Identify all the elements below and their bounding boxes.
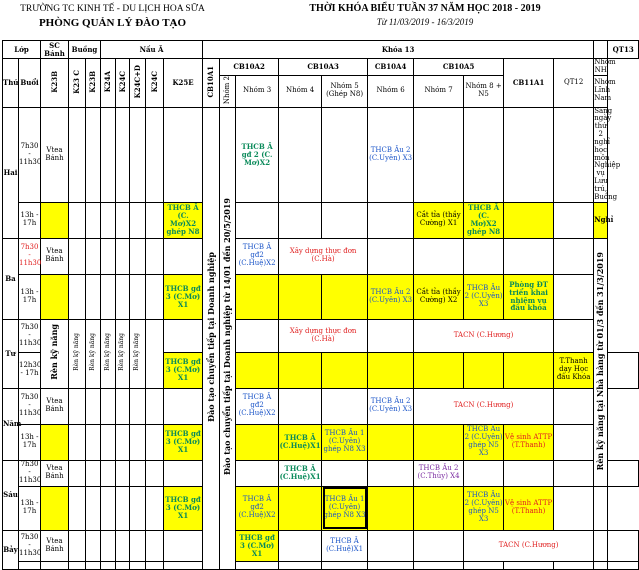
cell: Vệ sinh ATTP (T.Thanh) [504,486,554,530]
cell: THCB Â gđ2 (C.Huệ)X2 [236,486,279,530]
day-sau: Sáu [3,460,19,530]
cell: Cắt tỉa (thầy Cường) X2 [414,274,464,319]
selected-cell[interactable]: THCB Âu 1 (C.Uyên) ghép N8 X3 [322,486,368,530]
class-cb11a1: CB11A1 [504,59,554,108]
department-name: PHÒNG QUẢN LÝ ĐÀO TẠO [38,17,187,29]
col-buong: Buồng [69,41,101,59]
header [0,0,631,40]
session-pm: 13h - 17h [19,486,41,530]
cell: Xây dựng thực đơn (C.Hà) [279,319,368,352]
group-8: Nhóm 8 + N5 [464,75,504,107]
class-k24cd: K24C+D [130,59,146,108]
qt13-note: Rèn kỹ năng tại Nhà hàng từ 01/3 đến 31/3/2019 [594,238,608,486]
cell: THCB Âu 2 (C.Uyên) X3 [368,107,414,202]
cell: THCB Âu 2 (C.Uyên) X3 [464,274,504,319]
class-cb10a4: CB10A4 [368,59,414,76]
session-am: 7h30 - 11h30 [19,388,41,424]
group-3: Nhóm 3 [236,75,279,107]
col-lop: Lớp [3,41,41,59]
day-ba: Ba [3,238,19,319]
ren-k24c2: Rèn kỹ năng [130,319,146,388]
class-k23b: K23B [41,59,69,108]
cell: THCB Â (C. Mơ)X2 ghép N8 [164,202,203,238]
session-pm: 13h - 17h [19,202,41,238]
cell: T.Thanh dạy Học đầu Khóa [554,352,594,388]
cell: Phòng ĐT triển khai nhiệm vụ đầu khóa [504,274,554,319]
cell: THCB gđ 3 (C.Mơ) X1 [164,274,203,319]
ren-k24c: Rèn kỹ năng [101,319,116,388]
class-cb10a2: CB10A2 [220,59,279,76]
day-tu: Tư [3,319,19,388]
class-k24c-2: K24C [146,59,164,108]
col-qt13: QT13 [608,41,639,59]
session-am: 7h30 - 11h30 [19,238,41,274]
class-cb10a1: CB10A1 [203,59,220,108]
cell: THCB Âu 2 (C.Uyên) ghép N5 X3 [464,486,504,530]
group-6: Nhóm 6 [368,75,414,107]
cell: TACN (C.Hương) [464,530,594,561]
cell: Nghỉ [594,202,608,238]
cell: Vtea Bánh [41,460,69,486]
session-am: 7h30 - 11h30 [19,107,41,202]
group-5: Nhóm 5 (Ghép N8) [322,75,368,107]
day-bay: Bảy [3,530,19,569]
cell: THCB Âu 2 (C.Uyên) ghép N5 X3 [464,424,504,460]
cell: Cắt tỉa (thầy Cường) X1 [414,202,464,238]
cell: THCB Â gđ2 (C.Huệ)X2 [236,238,279,274]
cell: Vtea Bánh [41,238,69,274]
cell: THCB Â (C.Huệ)X1 [279,424,322,460]
schedule-title: THỜI KHÓA BIỂU TUẦN 37 NĂM HỌC 2018 - 2019 [309,3,541,14]
class-k24a: K24A [101,59,116,108]
group-7: Nhóm 7 [414,75,464,107]
session-pm: 13h - 17h [19,424,41,460]
cell: THCB Â gđ 2 (C. Mơ)X2 [236,107,279,202]
session-pm2: 12h30 - 17h [19,352,41,388]
col-qt12 [594,41,608,59]
cell: THCB Âu 1 (C.Uyên) ghép N8 X3 [322,424,368,460]
cell: TACN (C.Hương) [414,388,554,424]
cell: THCB Âu 2 (C.Uyên) X3 [368,388,414,424]
class-k23c: K23 C [69,59,86,108]
class-cb10a5: CB10A5 [414,59,504,76]
class-cb10a3: CB10A3 [279,59,368,76]
group-linh-nam: Nhóm Lĩnh Nam [594,75,608,107]
col-thu: Thứ [3,59,19,108]
cell: THCB Âu 2 (C.Uyên) X3 [368,274,414,319]
col-khoa13: Khóa 13 [203,41,594,59]
cell: THCB Â gđ2 (C.Huệ)X2 [236,388,279,424]
ren-k23b: Rèn kỹ năng [69,319,86,388]
group-2: Nhóm 2 [220,75,236,107]
cell: THCB Â (C. Mơ)X2 ghép N8 [464,202,504,238]
session-am: 7h30 - 11h30 [19,460,41,486]
cell: THCB gđ 3 (C.Mơ) X1 [164,486,203,530]
cell: THCB gđ 3 (C.Mơ) X1 [164,352,203,388]
cell: Sáng ngày thứ 2 nghỉ học môn Nghiệp vụ Lưu trú, Buồng [594,106,621,201]
cell: Vtea Bánh [41,530,69,561]
group-nh: Nhóm NH [594,58,616,74]
cell: Xây dựng thực đơn (C.Hà) [279,238,368,274]
session-am: 7h30 - 11h30 [19,319,41,352]
cell: THCB Â (C.Huệ)X1 [279,460,322,486]
ren-ky-nang: Rèn kỹ năng [41,319,69,388]
class-k24c: K24C [116,59,130,108]
col-buoi: Buổi [19,59,41,108]
cb10a2-note: Đào tạo chuyển tiếp tại Doanh nghiệp từ 14/01 đến 20/5/2019 [220,107,236,569]
ren-k24a: Rèn kỹ năng [86,319,101,388]
group-4: Nhóm 4 [279,75,322,107]
day-nam: Năm [3,388,19,460]
col-nau: Nấu Ă [101,41,203,59]
cell: THCB Âu 2 (C.Thủy) X4 [414,460,464,486]
cell: THCB gđ 3 (C.Mơ) X1 [236,530,279,561]
session-am: 7h30 - 11h30 [19,530,41,561]
session-pm: 13h - 17h [19,274,41,319]
cell: Vệ sinh ATTP (T.Thanh) [504,424,554,460]
col-sc-banh: SC Bánh [41,41,69,59]
cell: THCB gđ 3 (C.Mơ) X1 [164,424,203,460]
day-hai: Hai [3,107,19,238]
ren-k24cd: Rèn kỹ năng [116,319,130,388]
cell: Vtea Bánh [41,388,69,424]
cell: THCB Â (C.Huệ)X1 [322,530,368,561]
date-range: Từ 11/03/2019 - 16/3/2019 [376,17,474,27]
class-k25e: K25E [164,59,203,108]
cb10a1-note: Đào tạo chuyển tiếp tại Doanh nghiệp [203,107,220,569]
school-name: TRƯỜNG TC KINH TẾ - DU LỊCH HOA SỮA [20,4,205,14]
timetable [2,40,639,570]
class-k23b-2: K23B [86,59,101,108]
class-qt12: QT12 [554,59,594,108]
cell: TACN (C.Hương) [414,319,554,352]
cell: Vtea Bánh [41,107,69,202]
